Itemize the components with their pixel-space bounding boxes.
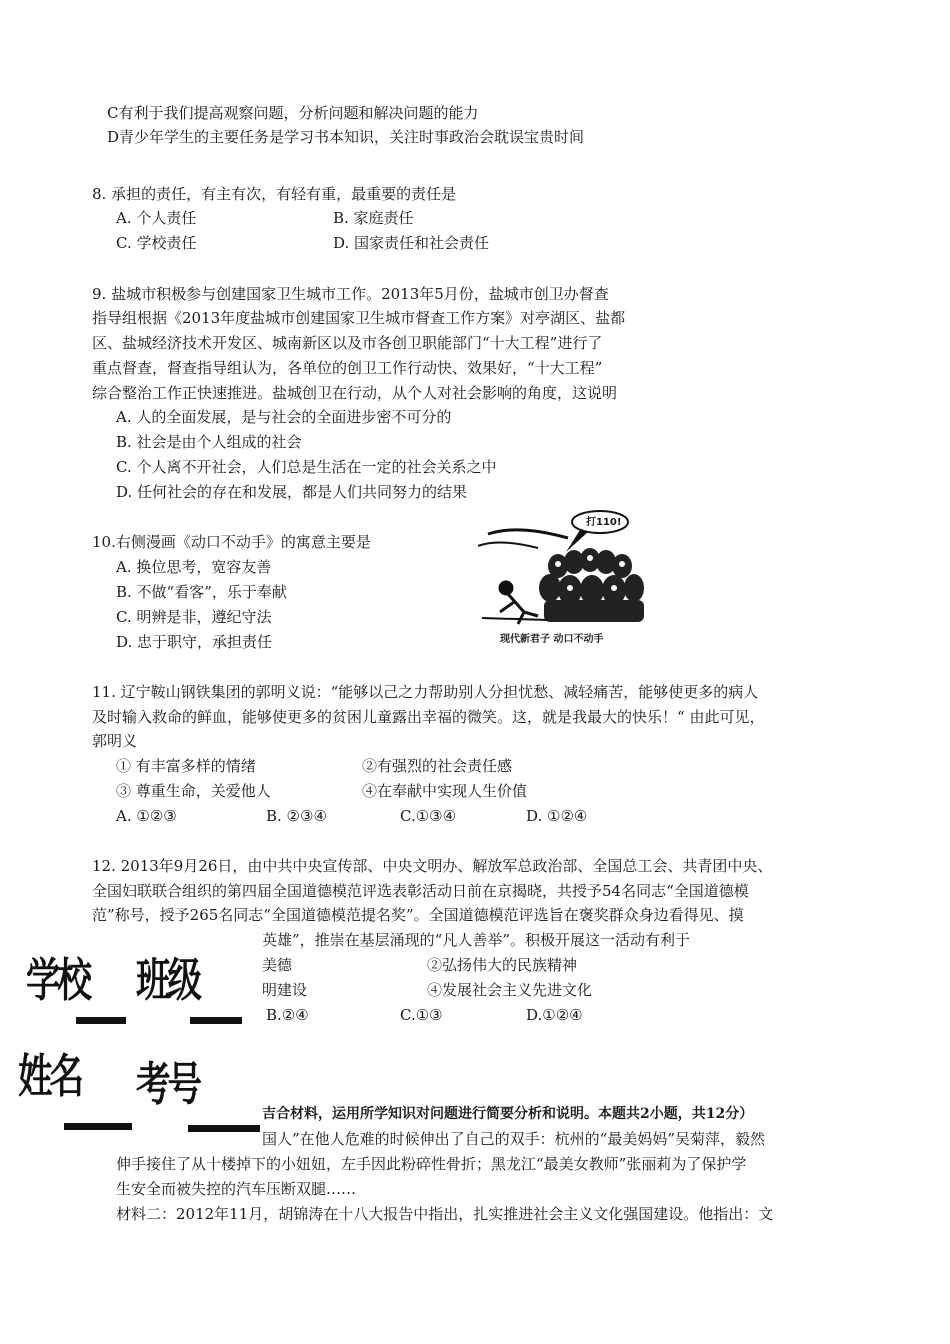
q9-stem-line: 重点督查，督查指导组认为，各单位的创卫工作行动快、效果好，“十大工程” xyxy=(92,359,603,377)
q12-stem-line: 全国妇联联合组织的第四届全国道德模范评选表彰活动日前在京揭晓，共授予54名同志“全国道德模 xyxy=(92,882,749,900)
material1-line: 伸手接住了从十楼掉下的小妞妞，左手因此粉碎性骨折；黑龙江“最美女教师”张丽莉为了保护学 xyxy=(116,1155,747,1173)
exam-number-label: 考号 xyxy=(136,1057,199,1111)
q12-statement-1: 美德 xyxy=(262,956,293,974)
part2-heading: 吉合材料，运用所学知识对问题进行简要分析和说明。本题共2小题，共12分） xyxy=(262,1106,754,1122)
q8-option-a: A. 个人责任 xyxy=(116,209,197,227)
q12-stem-line: 12. 2013年9月26日，由中共中央宣传部、中央文明办、解放军总政治部、全国总工会、共青团中央、 xyxy=(92,857,773,875)
name-label: 姓名 xyxy=(18,1049,81,1103)
q11-option-b: B. ②③④ xyxy=(266,807,327,825)
q12-stem-line: 范”称号，授予265名同志“全国道德模范提名奖”。全国道德模范评选旨在褒奖群众身边看得见、摸 xyxy=(92,906,744,924)
q11-statement-1: ① 有丰富多样的情绪 xyxy=(116,757,256,775)
q10-option-a: A. 换位思考，宽容友善 xyxy=(116,558,272,576)
q9-stem-line: 9. 盐城市积极参与创建国家卫生城市工作。2013年5月份，盐城市创卫办督查 xyxy=(92,285,609,303)
q10-option-d: D. 忠于职守，承担责任 xyxy=(116,633,273,651)
name-blank xyxy=(64,1123,132,1130)
q12-stem-line: 英雄”，推崇在基层涌现的“凡人善举”。积极开展这一活动有利于 xyxy=(262,931,691,949)
q8-option-c: C. 学校责任 xyxy=(116,234,197,252)
q11-statement-3: ③ 尊重生命，关爱他人 xyxy=(116,782,271,800)
q11-statement-4: ④在奉献中实现人生价值 xyxy=(362,782,528,800)
material1-line: 生安全而被失控的汽车压断双腿…… xyxy=(116,1180,357,1198)
q9-stem-line: 综合整治工作正快速推进。盐城创卫在行动，从个人对社会影响的角度，这说明 xyxy=(92,384,618,402)
q10-option-b: B. 不做“看客”，乐于奉献 xyxy=(116,583,287,601)
q9-option-c: C. 个人离不开社会，人们总是生活在一定的社会关系之中 xyxy=(116,458,497,476)
q11-statement-2: ②有强烈的社会责任感 xyxy=(362,757,513,775)
school-label: 学校 xyxy=(26,953,89,1007)
q12-statement-4: ④发展社会主义先进文化 xyxy=(427,981,593,999)
class-blank xyxy=(190,1017,242,1024)
q9-option-d: D. 任何社会的存在和发展，都是人们共同努力的结果 xyxy=(116,483,468,501)
q12-option-d: D.①②④ xyxy=(526,1006,583,1024)
q11-option-c: C.①③④ xyxy=(400,807,457,825)
q7-option-d: D青少年学生的主要任务是学习书本知识，关注时事政治会耽误宝贵时间 xyxy=(107,128,585,146)
q10-stem: 10.右侧漫画《动口不动手》的寓意主要是 xyxy=(92,533,371,551)
q8-option-d: D. 国家责任和社会责任 xyxy=(333,234,490,252)
q9-stem-line: 区、盐城经济技术开发区、城南新区以及市各创卫职能部门“十大工程”进行了 xyxy=(92,334,603,352)
q12-statement-2: ②弘扬伟大的民族精神 xyxy=(427,956,578,974)
q11-option-a: A. ①②③ xyxy=(116,807,177,825)
q11-option-d: D. ①②④ xyxy=(526,807,588,825)
q9-option-a: A. 人的全面发展，是与社会的全面进步密不可分的 xyxy=(116,408,452,426)
material1-line: 国人”在他人危难的时候伸出了自己的双手：杭州的“最美妈妈”吴菊萍，毅然 xyxy=(262,1130,766,1148)
q12-option-c: C.①③ xyxy=(400,1006,443,1024)
q11-stem-line: 郭明义 xyxy=(92,732,138,750)
q8-option-b: B. 家庭责任 xyxy=(333,209,414,227)
school-blank xyxy=(76,1017,126,1024)
q10-cartoon xyxy=(478,508,648,648)
q11-stem-line: 11. 辽宁鞍山钢铁集团的郭明义说：“能够以己之力帮助别人分担忧愁、减轻痛苦，能够使更多的病人 xyxy=(92,683,759,701)
q9-option-b: B. 社会是由个人组成的社会 xyxy=(116,433,302,451)
material2-line: 材料二：2012年11月，胡锦涛在十八大报告中指出，扎实推进社会主义文化强国建设。他指出：文 xyxy=(116,1205,774,1223)
q12-statement-3: 明建设 xyxy=(262,981,308,999)
q8-stem: 8. 承担的责任，有主有次，有轻有重，最重要的责任是 xyxy=(92,185,457,203)
student-info-stamp xyxy=(18,955,263,1145)
q7-option-c: C有利于我们提高观察问题，分析问题和解决问题的能力 xyxy=(107,104,479,122)
exam-number-blank xyxy=(188,1125,260,1132)
q11-stem-line: 及时输入救命的鲜血，能够使更多的贫困儿童露出幸福的微笑。这，就是我最大的快乐！“ 由此可见， xyxy=(92,708,765,726)
cartoon-caption: 现代新君子 动口不动手 xyxy=(500,634,604,645)
q9-stem-line: 指导组根据《2013年度盐城市创建国家卫生城市督查工作方案》对亭湖区、盐都 xyxy=(92,309,626,327)
cartoon-bubble-text: 打110! xyxy=(586,517,622,528)
class-label: 班级 xyxy=(136,953,199,1007)
cartoon-illustration xyxy=(478,508,648,648)
q12-option-b: B.②④ xyxy=(266,1006,309,1024)
q10-option-c: C. 明辨是非，遵纪守法 xyxy=(116,608,272,626)
